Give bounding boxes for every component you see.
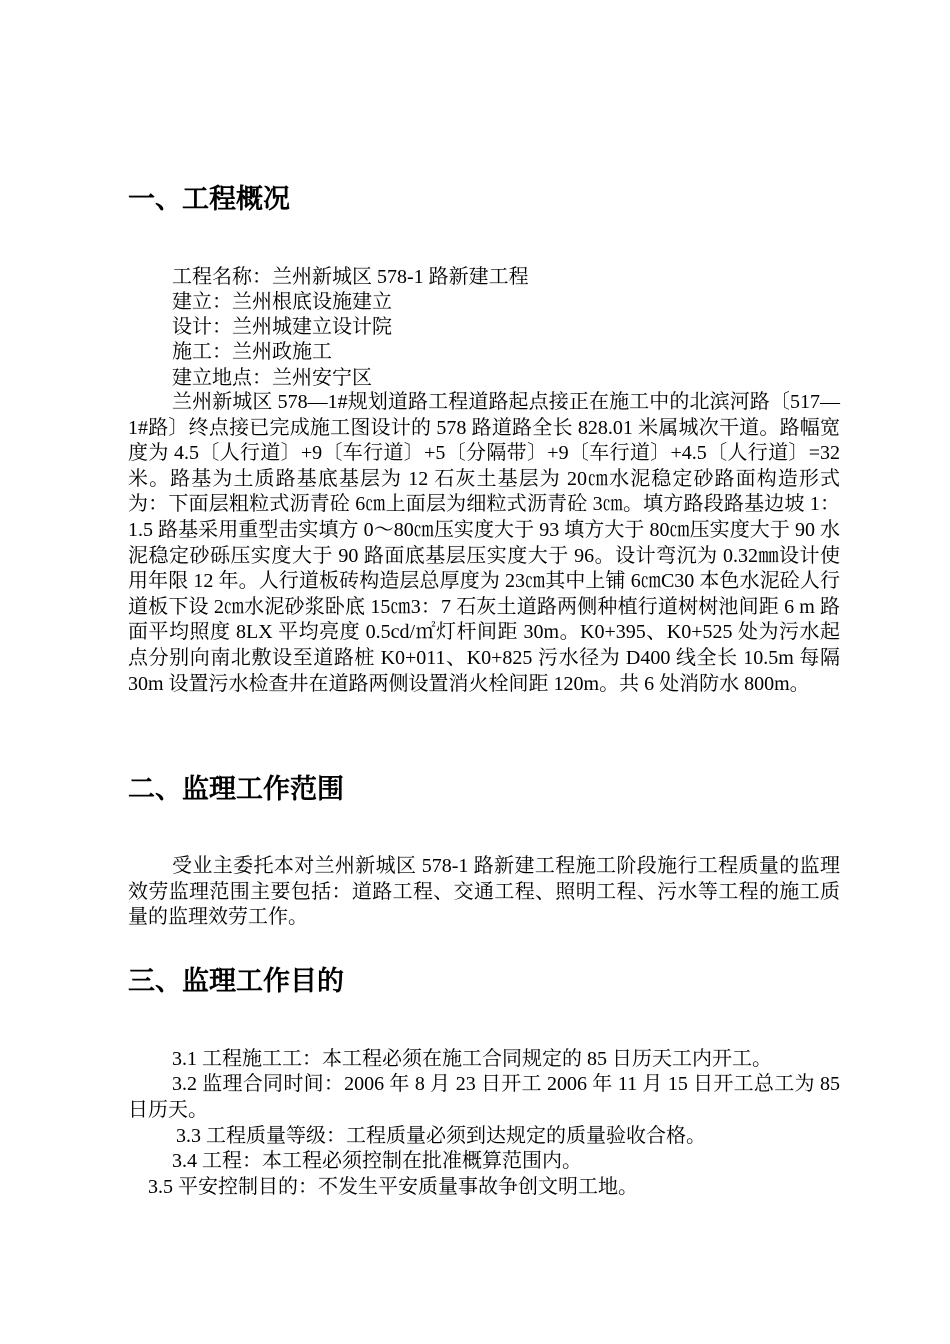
section-1-heading: 一、工程概况 bbox=[128, 184, 290, 215]
project-description-paragraph: 兰州新城区 578—1#规划道路工程道路起点接正在施工中的北滨河路〔517—1#路〕终点接已完成施工图设计的 578 路道路全长 828.01 米属城次干道。路幅宽度为 4.5〔人行道〕+9〔车行道〕+5〔分隔带〕+9〔车行道〕+4.5〔人行道〕=32 米。路基为土质路基底基层为 12 石灰土基层为 20㎝水泥稳定砂路面构造形式为：下面层粗粒式沥青砼 6㎝上面层为细粒式沥青砼 3㎝。填方路段路基边坡 1：1.5 路基采用重型击实填方 0～80㎝压实度大于 93 填方大于 80㎝压实度大于 90 水泥稳定砂砾压实度大于 90 路面底基层压实度大于 96。设计弯沉为 0.32㎜设计使用年限 12 年。人行道板砖构造层总厚度为 23㎝其中上铺 6㎝C30 本色水泥砼人行道板下设 2㎝水泥砂浆卧底 15㎝3：7 石灰土道路两侧种植行道树树池间距 6 m 路面平均照度 8LX 平均亮度 0.5cd/㎡灯杆间距 30m。K0+395、K0+525 处为污水起点分别向南北敷设至道路桩 K0+011、K0+825 污水径为 D400 线全长 10.5m 每隔 30m 设置污水检查井在道路两侧设置消火栓间距 120m。共 6 处消防水 800m。 bbox=[128, 391, 840, 695]
scope-paragraph: 受业主委托本对兰州新城区 578-1 路新建工程施工阶段施行工程质量的监理效劳监理范围主要包括：道路工程、交通工程、照明工程、污水等工程的施工质量的监理效劳工作。 bbox=[128, 855, 840, 929]
contractor-line: 施工：兰州政施工 bbox=[172, 341, 332, 363]
builder-line: 建立：兰州根底设施建立 bbox=[172, 291, 392, 313]
section-2-heading: 二、监理工作范围 bbox=[128, 774, 344, 805]
project-name-line: 工程名称：兰州新城区 578-1 路新建工程 bbox=[172, 266, 529, 288]
goal-3-4: 3.4 工程：本工程必须控制在批准概算范围内。 bbox=[172, 1150, 582, 1172]
goal-3-3: 3.3 工程质量等级：工程质量必须到达规定的质量验收合格。 bbox=[176, 1125, 706, 1147]
goal-3-2: 3.2 监理合同时间：2006 年 8 月 23 日开工 2006 年 11 月 15 日开工总工为 85 日历天。 bbox=[128, 1073, 840, 1121]
goal-3-5: 3.5 平安控制目的：不发生平安质量事故争创文明工地。 bbox=[148, 1176, 638, 1198]
section-3-heading: 三、监理工作目的 bbox=[128, 966, 344, 997]
goal-3-1: 3.1 工程施工工：本工程必须在施工合同规定的 85 日历天工内开工。 bbox=[172, 1048, 772, 1070]
designer-line: 设计：兰州城建立设计院 bbox=[172, 316, 392, 338]
location-line: 建立地点：兰州安宁区 bbox=[172, 367, 372, 389]
